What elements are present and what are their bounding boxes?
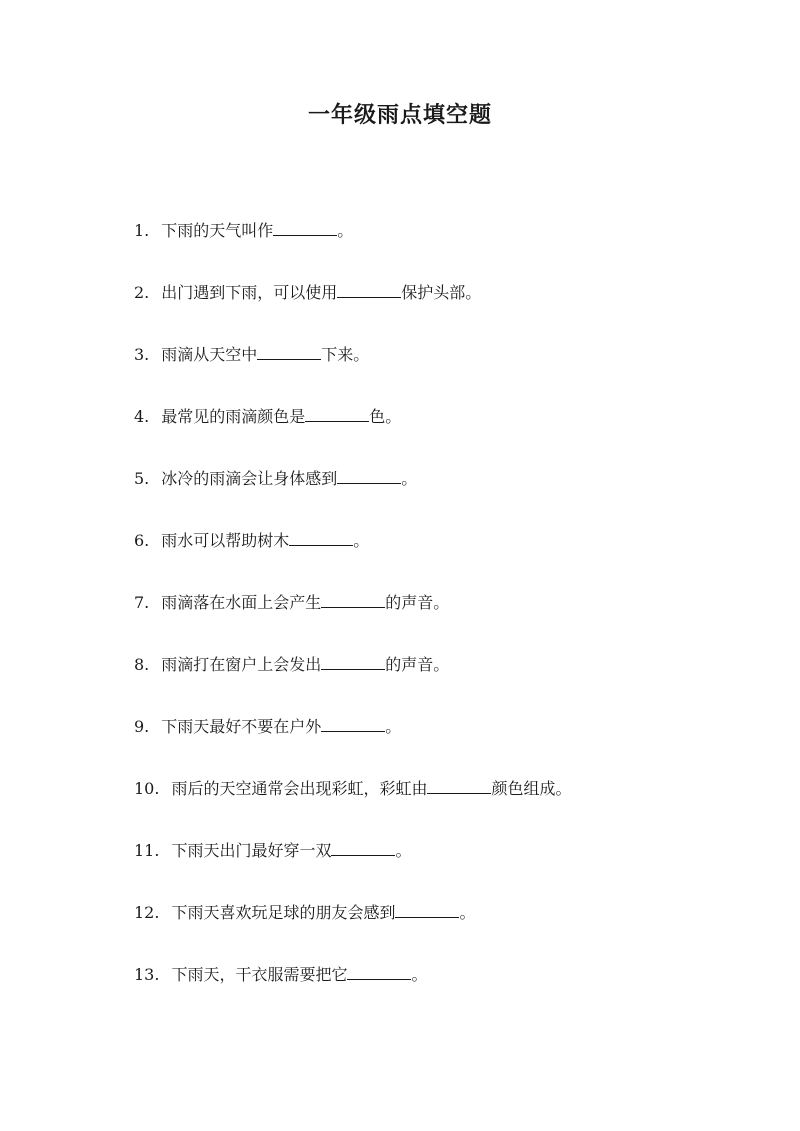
answer-blank[interactable]: [337, 280, 401, 298]
question-number: 7.: [134, 593, 150, 612]
answer-blank[interactable]: [321, 714, 385, 732]
question-text-after: 的声音。: [385, 593, 450, 612]
question-text-after: 。: [385, 717, 402, 736]
question-text-after: 。: [411, 965, 428, 984]
answer-blank[interactable]: [427, 776, 491, 794]
question-text-before: 雨滴落在水面上会产生: [161, 593, 322, 612]
question-number: 10.: [134, 779, 160, 798]
question-text-after: 颜色组成。: [491, 779, 572, 798]
question-number: 4.: [134, 407, 150, 426]
question-text-after: 。: [401, 469, 418, 488]
question-number: 1.: [134, 221, 150, 240]
question-item: [134, 466, 760, 528]
question-number: 9.: [134, 717, 150, 736]
question-text-after: 的声音。: [385, 655, 450, 674]
answer-blank[interactable]: [347, 962, 411, 980]
question-number: 5.: [134, 469, 150, 488]
answer-blank[interactable]: [257, 342, 321, 360]
question-text-after: 。: [395, 841, 412, 860]
question-text-after: 。: [353, 531, 370, 550]
answer-blank[interactable]: [321, 590, 385, 608]
question-item: [134, 404, 760, 466]
question-item: [134, 962, 760, 1024]
page-title: 一年级雨点填空题: [307, 102, 492, 128]
question-text-before: 雨滴打在窗户上会发出: [161, 655, 322, 674]
question-text-after: 保护头部。: [401, 283, 482, 302]
question-item: [134, 714, 760, 776]
question-text-before: 雨水可以帮助树木: [161, 531, 290, 550]
question-text-after: 下来。: [321, 345, 370, 364]
answer-blank[interactable]: [289, 528, 353, 546]
question-text-before: 冰冷的雨滴会让身体感到: [161, 469, 338, 488]
question-item: [134, 528, 760, 590]
question-text-before: 下雨天喜欢玩足球的朋友会感到: [171, 903, 396, 922]
answer-blank[interactable]: [305, 404, 369, 422]
question-number: 11.: [134, 841, 160, 860]
question-item: [134, 900, 760, 962]
question-text-before: 雨后的天空通常会出现彩虹，彩虹由: [171, 779, 428, 798]
question-item: [134, 280, 760, 342]
question-text-before: 下雨天出门最好穿一双: [171, 841, 332, 860]
question-text-before: 下雨天最好不要在户外: [161, 717, 322, 736]
question-text-after: 色。: [369, 407, 402, 426]
question-number: 13.: [134, 965, 160, 984]
question-text-before: 下雨的天气叫作: [161, 221, 274, 240]
answer-blank[interactable]: [321, 652, 385, 670]
question-number: 12.: [134, 903, 160, 922]
question-item: [134, 590, 760, 652]
answer-blank[interactable]: [337, 466, 401, 484]
answer-blank[interactable]: [331, 838, 395, 856]
question-text-before: 最常见的雨滴颜色是: [161, 407, 306, 426]
question-number: 3.: [134, 345, 150, 364]
question-text-before: 出门遇到下雨，可以使用: [161, 283, 338, 302]
question-list: [134, 218, 760, 1024]
question-item: [134, 218, 760, 280]
question-text-before: 雨滴从天空中: [161, 345, 258, 364]
question-number: 8.: [134, 655, 150, 674]
answer-blank[interactable]: [273, 218, 337, 236]
question-item: [134, 776, 760, 838]
answer-blank[interactable]: [395, 900, 459, 918]
question-number: 6.: [134, 531, 150, 550]
question-text-before: 下雨天，干衣服需要把它: [171, 965, 348, 984]
question-number: 2.: [134, 283, 150, 302]
question-item: [134, 652, 760, 714]
question-item: [134, 342, 760, 404]
question-item: [134, 838, 760, 900]
question-text-after: 。: [337, 221, 354, 240]
question-text-after: 。: [459, 903, 476, 922]
